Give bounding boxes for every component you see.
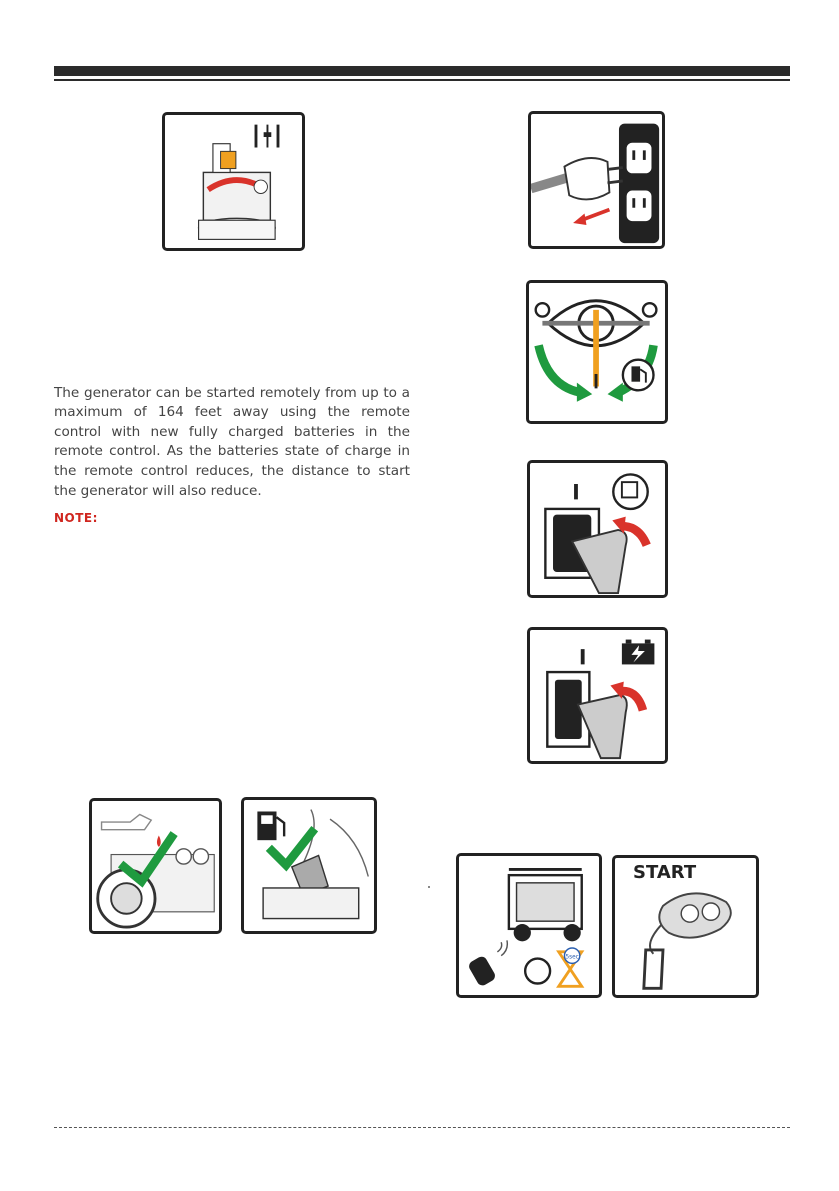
rocker-switch-icon bbox=[530, 463, 665, 595]
header-bar-thick bbox=[54, 66, 790, 76]
fuel-knob-illustration bbox=[526, 280, 668, 424]
fuel-valve-illustration bbox=[162, 112, 305, 251]
remote-start-paragraph: The generator can be started remotely from up to a maximum of 164 feet away using the remote control with new fully charged batteries in the remote control. As the batteries state of charge in the remote control reduces, the distance to start the generator will also reduce. bbox=[54, 384, 410, 499]
footer-dashed-line bbox=[54, 1127, 790, 1128]
choke-switch-illustration bbox=[527, 460, 668, 598]
note-label: NOTE: bbox=[54, 511, 98, 525]
key-fob-icon bbox=[615, 858, 756, 995]
oil-check-illustration bbox=[89, 798, 222, 934]
carburetor-icon bbox=[165, 115, 302, 248]
generator-icon bbox=[459, 856, 599, 995]
battery-switch-icon bbox=[530, 630, 665, 761]
header-bar-thin bbox=[54, 79, 790, 81]
power-plug-icon bbox=[531, 114, 662, 246]
fuel-check-illustration bbox=[241, 797, 377, 934]
stray-mark bbox=[428, 886, 430, 888]
start-label: START bbox=[633, 862, 697, 883]
fuel-knob-icon bbox=[529, 283, 665, 421]
battery-switch-illustration bbox=[527, 627, 668, 764]
oil-can-icon bbox=[92, 801, 219, 931]
timer-badge-text: 5sec bbox=[565, 954, 579, 961]
remote-start-illustration bbox=[612, 855, 759, 998]
unplug-illustration bbox=[528, 111, 665, 249]
fuel-pump-icon bbox=[244, 800, 374, 931]
remote-generator-illustration bbox=[456, 853, 602, 998]
